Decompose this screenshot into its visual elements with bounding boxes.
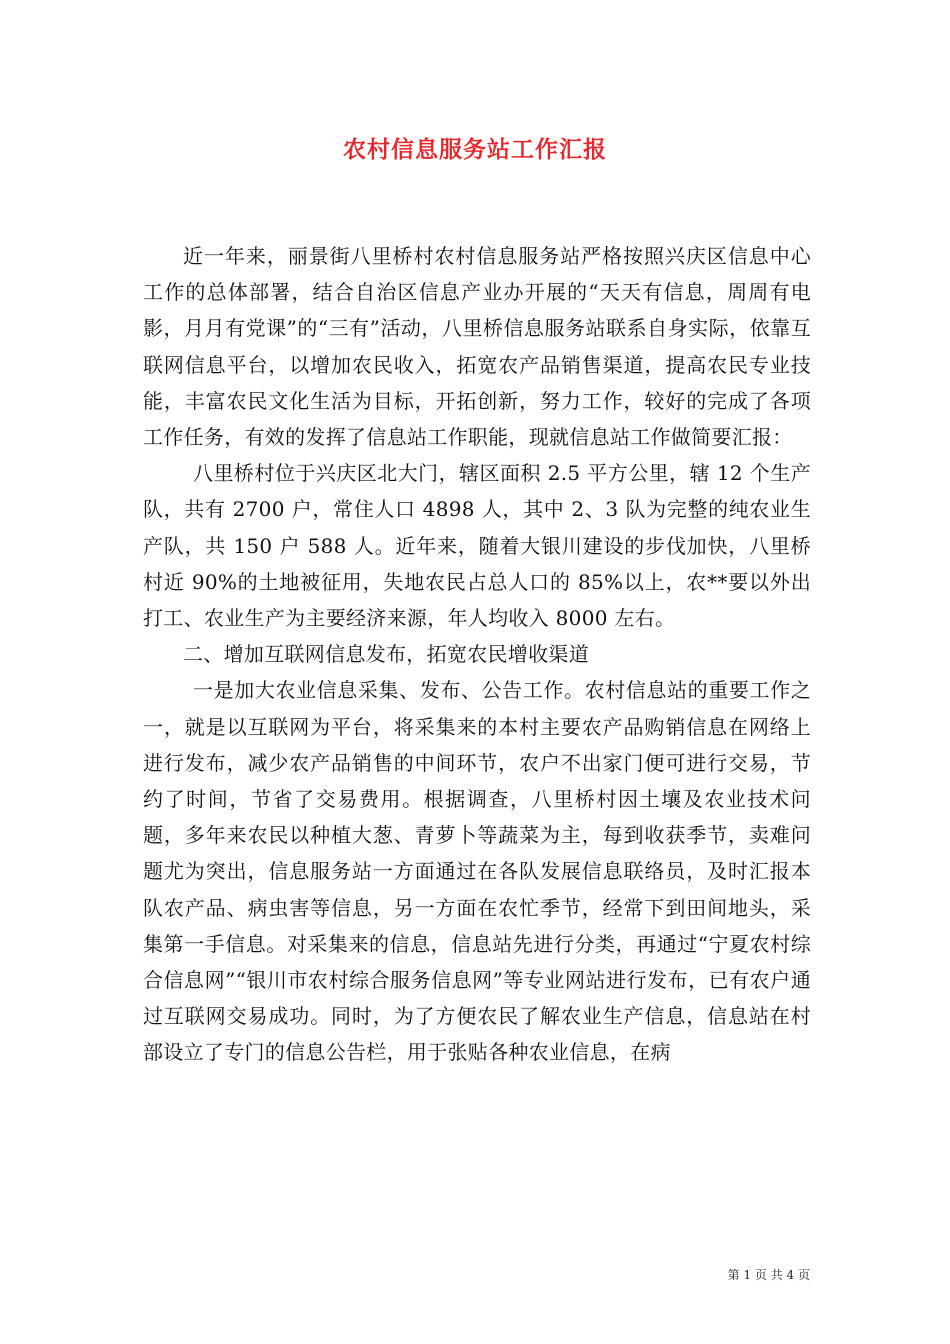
- paragraph-info-collection: 一是加大农业信息采集、发布、公告工作。农村信息站的重要工作之一，就是以互联网为平台，将采集来的本村主要农产品购销信息在网络上进行发布，减少农产品销售的中间环节，农户不出家门便可进行交易，节约了时间，节省了交易费用。根据调查，八里桥村因土壤及农业技术问题，多年来农民以种植大葱、青萝卜等蔬菜为主，每到收获季节，卖难问题尤为突出，信息服务站一方面通过在各队发展信息联络员，及时汇报本队农产品、病虫害等信息，另一方面在农忙季节，经常下到田间地头，采集第一手信息。对采集来的信息，信息站先进行分类，再通过“宁夏农村综合信息网”“银川市农村综合服务信息网”等专业网站进行发布，已有农户通过互联网交易成功。同时，为了方便农民了解农业生产信息，信息站在村部设立了专门的信息公告栏，用于张贴各种农业信息，在病: [143, 678, 811, 1065]
- document-body: [143, 238, 811, 1071]
- paragraph-village-overview: 八里桥村位于兴庆区北大门，辖区面积 2.5 平方公里，辖 12 个生产队，共有 2700 户，常住人口 4898 人，其中 2、3 队为完整的纯农业生产队，共 150 户 588 人。近年来，随着大银川建设的步伐加快，八里桥村近 90%的土地被征用，失地农民占总人口的 85%以上，农**要以外出打工、农业生产为主要经济来源，年人均收入 8000 左右。: [143, 461, 811, 631]
- paragraph-intro: 近一年来，丽景街八里桥村农村信息服务站严格按照兴庆区信息中心工作的总体部署，结合自治区信息产业办开展的“天天有信息，周周有电影，月月有党课”的“三有”活动，八里桥信息服务站联系自身实际，依靠互联网信息平台，以增加农民收入，拓宽农产品销售渠道，提高农民专业技能，丰富农民文化生活为目标，开拓创新，努力工作，较好的完成了各项工作任务，有效的发挥了信息站工作职能，现就信息站工作做简要汇报：: [143, 244, 811, 450]
- document-title: 农村信息服务站工作汇报: [343, 136, 607, 163]
- section-heading-2: 二、增加互联网信息发布，拓宽农民增收渠道: [183, 642, 589, 667]
- page-number: 第 1 页 共 4 页: [727, 1268, 810, 1282]
